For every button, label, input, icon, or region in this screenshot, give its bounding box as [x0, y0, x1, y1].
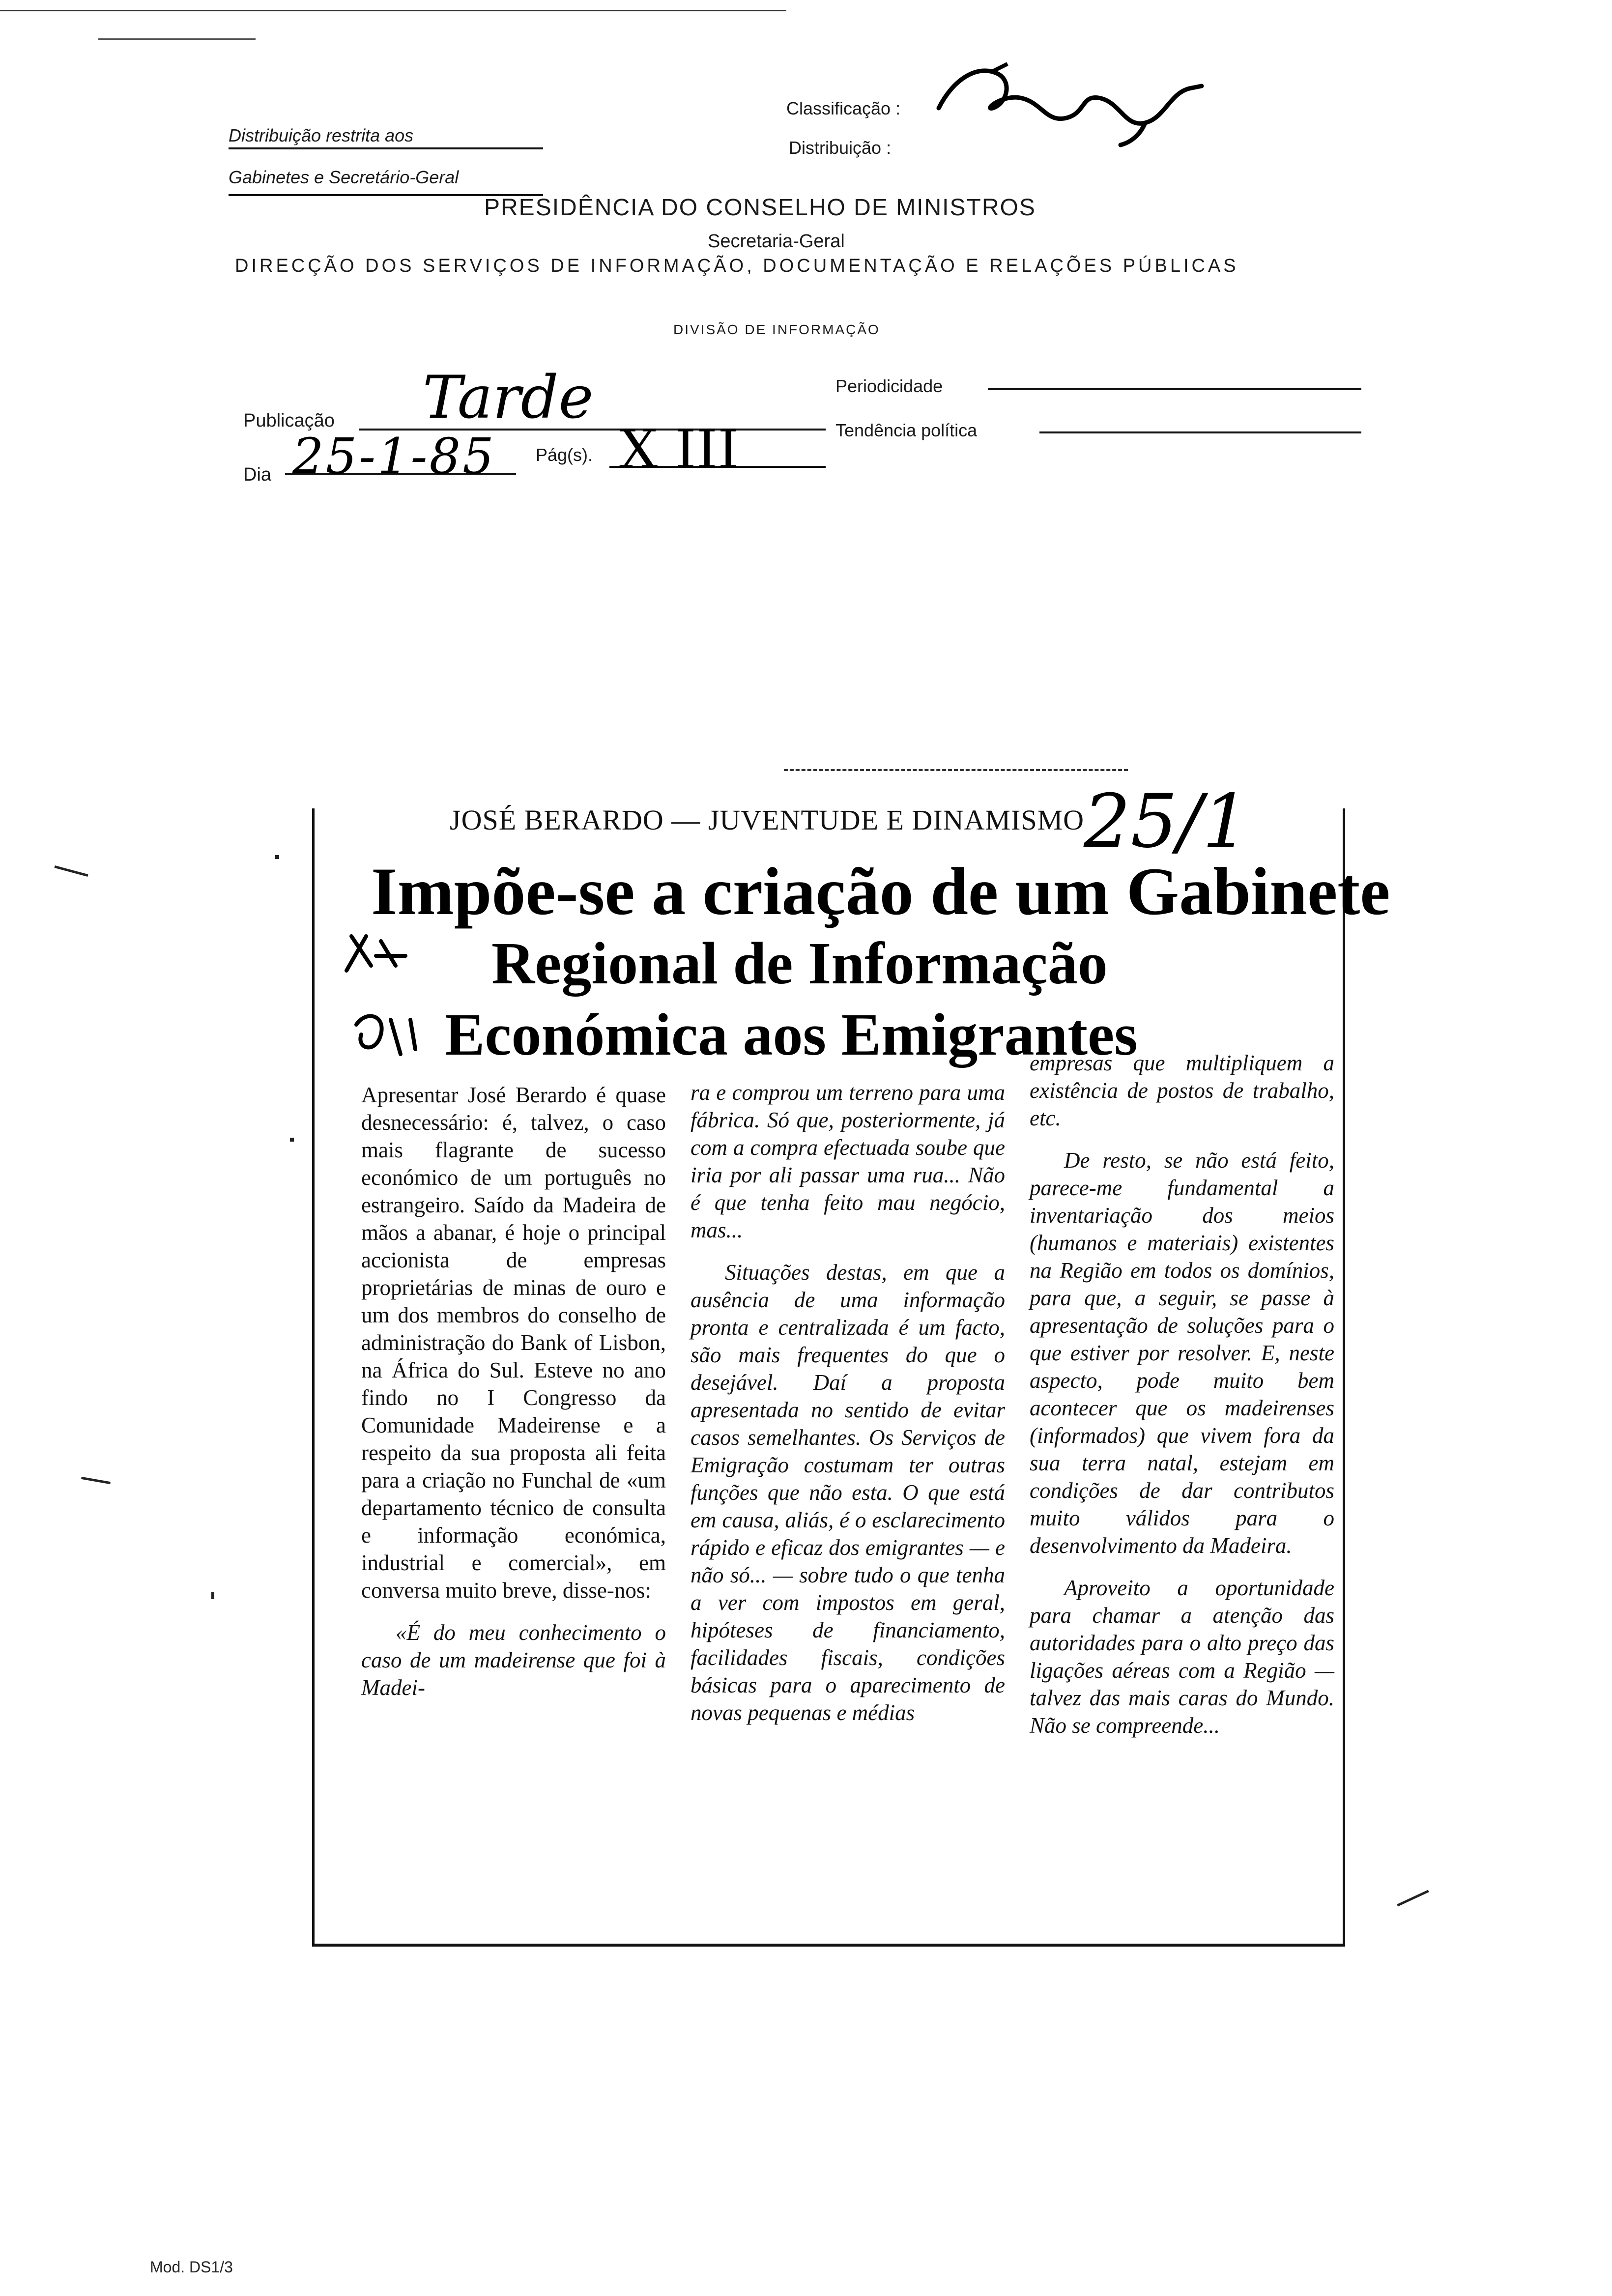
division-title: DIVISÃO DE INFORMAÇÃO	[673, 322, 880, 337]
margin-dot-3	[211, 1592, 214, 1599]
presidency-title: PRESIDÊNCIA DO CONSELHO DE MINISTROS	[484, 195, 1036, 221]
signature-scribble	[934, 49, 1209, 147]
margin-scribble	[337, 926, 450, 1084]
margin-mark-left-1	[55, 865, 88, 877]
publication-handwritten: Tarde	[423, 364, 594, 432]
header-form	[0, 0, 1612, 516]
pages-handwritten: X III	[619, 418, 739, 481]
article-kicker: JOSÉ BERARDO — JUVENTUDE E DINAMISMO	[450, 804, 1085, 836]
directorate-title: DIRECÇÃO DOS SERVIÇOS DE INFORMAÇÃO, DOCUMENTAÇÃO E RELAÇÕES PÚBLICAS	[235, 256, 1239, 276]
periodicity-label: Periodicidade	[835, 376, 943, 396]
newspaper-clipping	[302, 769, 1390, 1978]
column-1-paragraph-2: «É do meu conhecimento o caso de um madeirense que foi à Madei-	[361, 1620, 666, 1700]
periodicity-line	[988, 388, 1361, 390]
headline-line-1: Impõe-se a criação de um Gabinete	[371, 854, 1390, 929]
clipping-top-edge	[784, 769, 1128, 771]
headline-line-2: Regional de Informação	[491, 930, 1108, 997]
column-3-paragraph-3: Aproveito a oportunidade para chamar a atenção das autoridades para o alto preço das ligações aéreas com a Região — talvez das mais caras do Mundo. Não se compreende...	[1030, 1576, 1334, 1738]
column-3-paragraph-2: De resto, se não está feito, parece-me fundamental a inventariação dos meios (humanos e materiais) existentes na Região em todos os domínios, para que, a seguir, se passe à apresentação de soluções para o que estiver por resolver. E, neste aspecto, pode muito bem acontecer que os madeirenses (informados) que vivem fora da sua terra natal, estejam em condições de dar contributos muito válidos para o desenvolvimento da Madeira.	[1030, 1148, 1334, 1558]
restricted-distribution-line1: Distribuição restrita aos	[229, 125, 414, 145]
publication-label: Publicação	[243, 410, 335, 431]
restricted-distribution-line2: Gabinetes e Secretário-Geral	[229, 167, 459, 187]
column-3-paragraph-1: empresas que multipliquem a existência de postos de trabalho, etc.	[1030, 1051, 1334, 1130]
margin-mark-left-2	[81, 1477, 111, 1484]
secretariat-title: Secretaria-Geral	[708, 231, 845, 252]
article-column-1	[361, 1081, 666, 1701]
column-2-paragraph-2: Situações destas, em que a ausência de uma informação pronta e centralizada é um facto, são mais frequentes do que o desejável. Daí a proposta apresentada no sentido de evitar casos semelhantes. Os Serviços de Emigração costumam ter outras funções que não esta. O que está em causa, aliás, é o esclarecimento rápido e eficaz dos emigrantes — e não só... — sobre tudo o que tenha a ver com impostos em geral, hipóteses de financiamento, facilidades fiscais, condições básicas para o aparecimento de novas pequenas e médias	[691, 1260, 1005, 1725]
day-label: Dia	[243, 464, 272, 485]
day-handwritten: 25-1-85	[292, 428, 496, 485]
headline-line-3: Económica aos Emigrantes	[445, 1002, 1138, 1068]
handwritten-date-note: 25/1	[1084, 779, 1249, 864]
restricted-underline-1	[229, 147, 543, 149]
margin-dot-1	[275, 855, 279, 859]
margin-mark-right	[1397, 1890, 1429, 1906]
classification-label: Classificação :	[786, 98, 901, 118]
article-column-2	[691, 1079, 1005, 1726]
distribution-label: Distribuição :	[789, 138, 892, 158]
column-1-paragraph-1: Apresentar José Berardo é quase desnecessário: é, talvez, o caso mais flagrante de sucesso económico de um português no estrangeiro. Saído da Madeira de mãos a abanar, é hoje o principal accionista de empresas proprietárias de minas de ouro e um dos membros do conselho de administração do Bank of Lisbon, na África do Sul. Esteve no ano findo no I Congresso da Comunidade Madeirense e a respeito da sua proposta ali feita para a criação no Funchal de «um departamento técnico de consulta e informação económica, industrial e comercial», em conversa muito breve, disse-nos:	[361, 1083, 666, 1603]
pages-label: Pág(s).	[536, 445, 593, 465]
margin-dot-2	[290, 1138, 294, 1142]
form-code: Mod. DS1/3	[150, 2258, 233, 2276]
article-column-3	[1030, 1049, 1334, 1739]
tendency-line	[1039, 431, 1361, 433]
tendency-label: Tendência política	[835, 420, 978, 440]
column-2-paragraph-1: ra e comprou um terreno para uma fábrica. Só que, posteriormente, já com a compra efectuada soube que iria por ali passar uma rua... Não é que tenha feito mau negócio, mas...	[691, 1080, 1005, 1242]
